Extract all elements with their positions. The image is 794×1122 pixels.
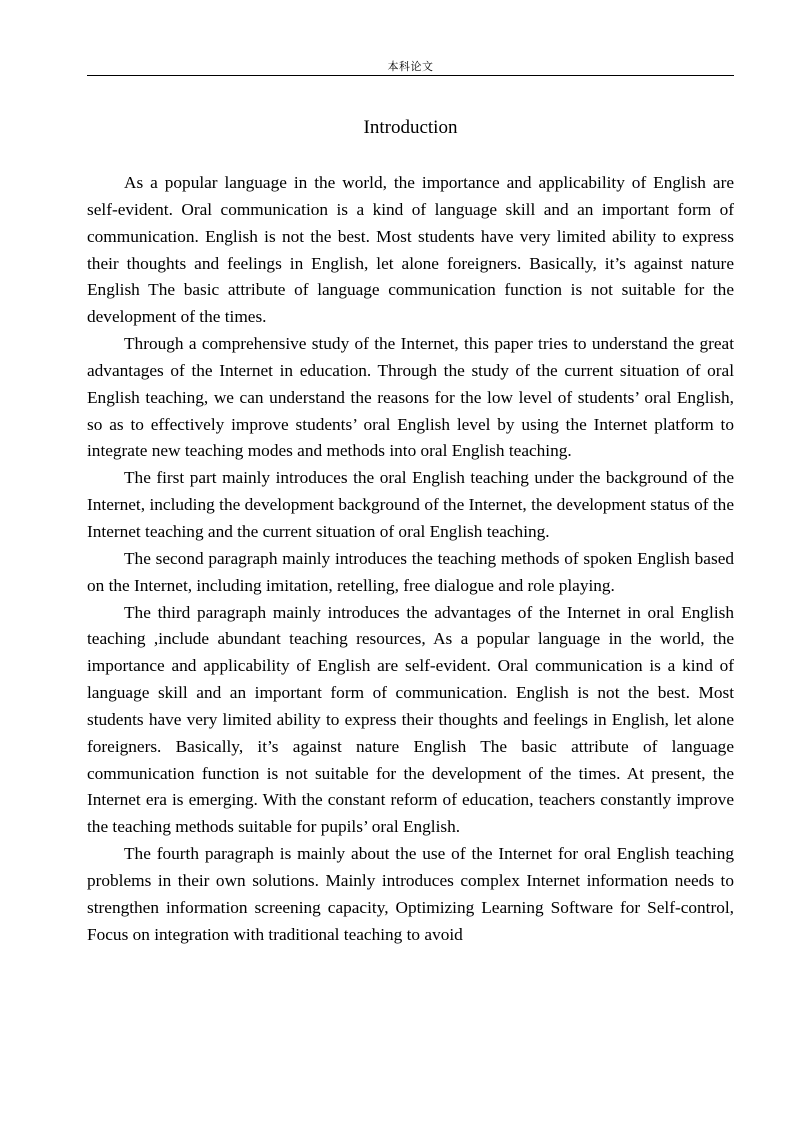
body-text [87, 170, 734, 948]
running-header: 本科论文 [387, 61, 434, 73]
paragraph-3: The first part mainly introduces the oral English teaching under the background of the Internet, including the development background of the Internet, the development status of the Internet teaching and the current situation of oral English teaching. [87, 468, 734, 541]
header-rule [87, 75, 734, 76]
paragraph-6: The fourth paragraph is mainly about the use of the Internet for oral English teaching problems in their own solutions. Mainly introduces complex Internet information needs to strengthen information screening capacity, Optimizing Learning Software for Self-control, Focus on integration with traditional teaching to avoid [87, 844, 734, 944]
paragraph-2: Through a comprehensive study of the Internet, this paper tries to understand the great advantages of the Internet in education. Through the study of the current situation of oral English teaching, we can understand the reasons for the low level of students’ oral English, so as to effectively improve students’ oral English level by using the Internet platform to integrate new teaching modes and methods into oral English teaching. [87, 334, 734, 461]
paragraph-1: As a popular language in the world, the importance and applicability of English are self-evident. Oral communication is a kind of language skill and an important form of communication. English is not the best. Most students have very limited ability to express their thoughts and feelings in English, let alone foreigners. Basically, it’s against nature English The basic attribute of language communication function is not suitable for the development of the times. [87, 173, 734, 327]
section-title: Introduction [363, 117, 458, 138]
paragraph-4: The second paragraph mainly introduces the teaching methods of spoken English based on the Internet, including imitation, retelling, free dialogue and role playing. [87, 548, 734, 595]
paragraph-5: The third paragraph mainly introduces the advantages of the Internet in oral English teaching ,include abundant teaching resources, As a popular language in the world, the importance and applicability of English are self-evident. Oral communication is a kind of language skill and an important form of communication. English is not the best. Most students have very limited ability to express their thoughts and feelings in English, let alone foreigners. Basically, it’s against nature English The basic attribute of language communication function is not suitable for the development of the times. At present, the Internet era is emerging. With the constant reform of education, teachers constantly improve the teaching methods suitable for pupils’ oral English. [87, 602, 734, 837]
